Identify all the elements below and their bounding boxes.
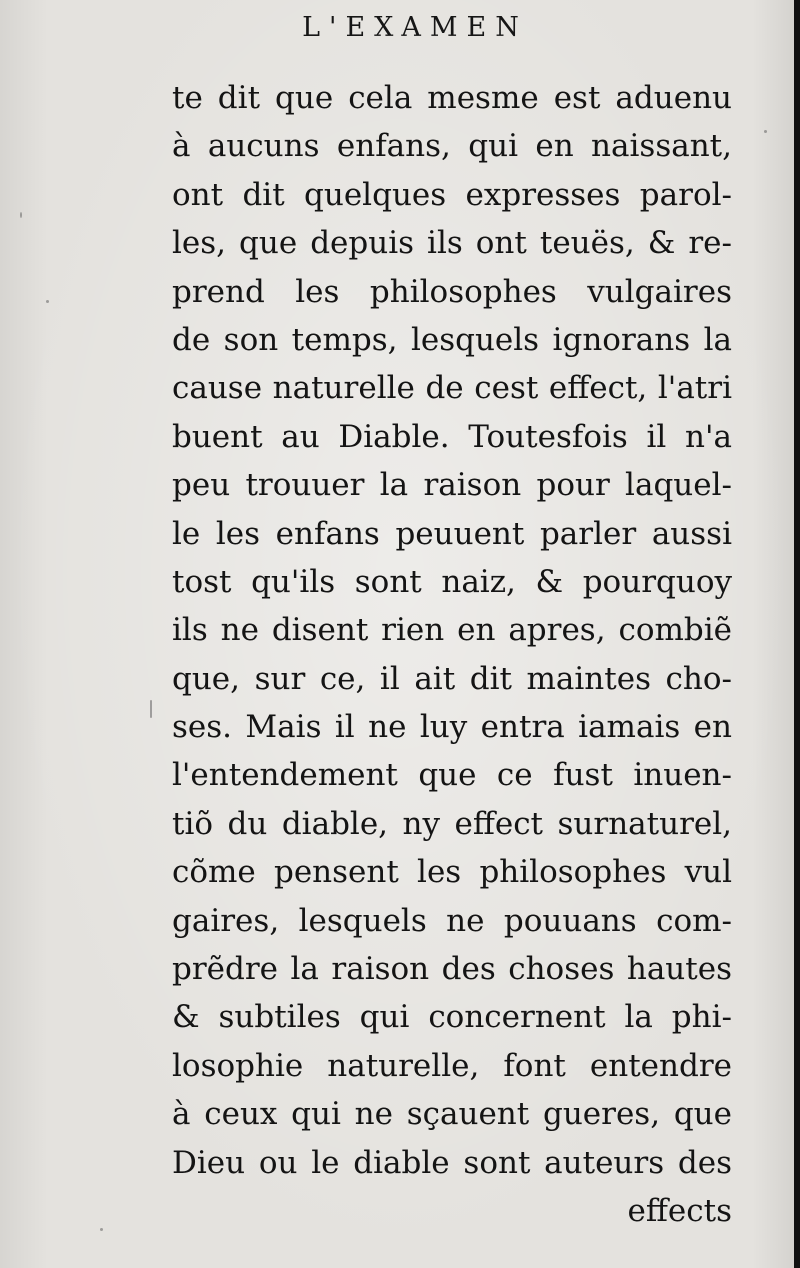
text-line: de son temps, lesquels ignorans la bbox=[172, 321, 732, 358]
text-line: l'entendement que ce fust inuen- bbox=[172, 757, 732, 794]
text-line: à aucuns enfans, qui en naissant, bbox=[172, 128, 732, 165]
text-line: losophie naturelle, font entendre bbox=[172, 1047, 732, 1084]
catchword: effects bbox=[627, 1192, 732, 1229]
text-line: les, que depuis ils ont teuës, & re- bbox=[172, 225, 732, 262]
paper-speck bbox=[150, 700, 152, 718]
text-line: Dieu ou le diable sont auteurs des bbox=[172, 1144, 732, 1181]
text-line: cause naturelle de cest effect, l'atri bbox=[172, 370, 732, 407]
paper-speck bbox=[100, 1228, 103, 1231]
text-line: ses. Mais il ne luy entra iamais en bbox=[172, 709, 732, 746]
paper-speck bbox=[46, 300, 49, 303]
running-head: L'EXAMEN bbox=[302, 12, 528, 43]
text-line: ont dit quelques expresses parol- bbox=[172, 176, 732, 213]
text-line: peu trouuer la raison pour laquel- bbox=[172, 467, 732, 504]
text-block bbox=[172, 74, 732, 1235]
text-line: le les enfans peuuent parler aussi bbox=[172, 515, 732, 552]
text-line: tiõ du diable, ny effect surnaturel, bbox=[172, 805, 732, 842]
paper-speck bbox=[764, 130, 767, 133]
text-line: te dit que cela mesme est aduenu bbox=[172, 80, 732, 116]
text-line: à ceux qui ne sçauent gueres, que bbox=[172, 1096, 732, 1133]
text-line: gaires, lesquels ne pouuans com- bbox=[172, 902, 732, 939]
text-line: tost qu'ils sont naiz, & pourquoy bbox=[172, 563, 732, 600]
text-line: prend les philosophes vulgaires bbox=[172, 273, 732, 310]
text-line: que, sur ce, il ait dit maintes cho- bbox=[172, 660, 732, 697]
paper-speck bbox=[20, 212, 22, 218]
text-line: ils ne disent rien en apres, combiẽ bbox=[172, 612, 732, 649]
text-line: & subtiles qui concernent la phi- bbox=[172, 999, 732, 1036]
page-edge bbox=[794, 0, 800, 1268]
text-line: prẽdre la raison des choses hautes bbox=[172, 951, 732, 988]
text-line: cõme pensent les philosophes vul bbox=[172, 854, 732, 891]
text-line: buent au Diable. Toutesfois il n'a bbox=[172, 418, 732, 455]
